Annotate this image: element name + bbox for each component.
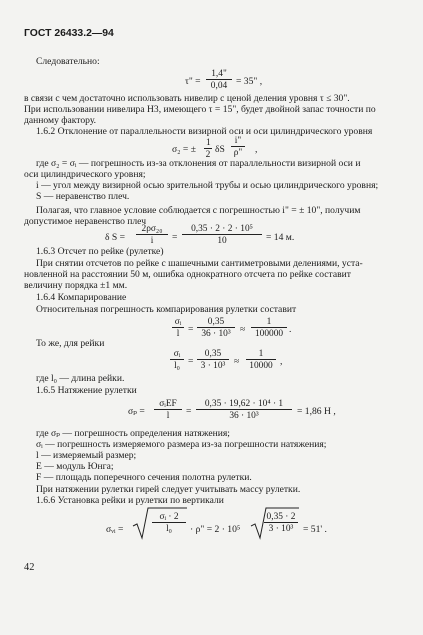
paragraph-line: Относительная погрешность компарирования рулетки составит: [36, 304, 297, 315]
formula-result: = 51' .: [303, 524, 327, 535]
paragraph-line: допустимое неравенство плеч: [24, 216, 147, 227]
paragraph-line: При снятии отсчетов по рейке с шашечными сантиметровыми делениями, уста-: [36, 258, 363, 269]
formula-approx: ≈: [234, 356, 240, 367]
paragraph-therefore: Следовательно:: [36, 56, 100, 67]
formula-tau-lhs: τ" =: [185, 76, 201, 87]
fraction-denominator: 10: [217, 236, 227, 246]
formula-fraction-ratio: [251, 317, 287, 339]
paragraph-line: где σₚ — погрешность определения натяжения;: [36, 428, 230, 439]
paragraph-line: То же, для рейки: [36, 338, 105, 349]
fraction-numerator: 1: [206, 138, 211, 148]
formula-tau-fraction: [206, 69, 232, 91]
formula-i-rho-fraction: [231, 136, 245, 158]
formula-sigma-vi-lhs: σᵥᵢ =: [106, 524, 124, 535]
paragraph-line: величину порядка ±1 мм.: [24, 280, 128, 291]
document-header: ГОСТ 26433.2—94: [24, 28, 114, 39]
formula-comma: ,: [255, 144, 258, 155]
fraction-denominator: i: [150, 236, 154, 246]
formula-fraction-value: [197, 349, 229, 371]
formula-period: .: [289, 324, 292, 335]
paragraph-line: S — неравенство плеч.: [36, 191, 130, 202]
paragraph-line: l — измеряемый размер;: [36, 450, 137, 461]
formula-fraction-value: [197, 317, 235, 339]
paragraph-line: F — площадь поперечного сечения полотна рулетки.: [36, 472, 252, 483]
paragraph-line: где l₀ — длина рейки.: [36, 373, 125, 384]
formula-equals: =: [172, 232, 178, 243]
fraction-denominator: 0,04: [210, 81, 228, 91]
paragraph-line: i — угол между визирной осью зрительной трубы и осью цилиндрического уровня;: [36, 180, 379, 191]
fraction-numerator: 0,35 · 2: [264, 512, 298, 523]
formula-fraction-sigma-l0: [170, 349, 184, 371]
paragraph-line: σᵢ — погрешность измеряемого размера из-за погрешности натяжения;: [36, 439, 327, 450]
formula-fraction-sigma-l: [172, 317, 184, 339]
fraction-numerator: σᵢ · 2: [152, 512, 186, 523]
fraction-denominator: l₀: [174, 361, 180, 371]
formula-fraction-1: [152, 512, 186, 534]
formula-tau-rhs: = 35" ,: [236, 76, 263, 87]
fraction-denominator: 10000: [249, 361, 273, 371]
formula-delta-s-lhs: δ S =: [105, 232, 126, 243]
fraction-denominator: 36 · 10³: [201, 329, 231, 339]
fraction-denominator: ρ": [233, 148, 243, 158]
fraction-numerator: σᵢEF: [154, 399, 182, 410]
fraction-numerator: 2ρσ₂₀: [136, 224, 168, 235]
fraction-denominator: 3 · 10³: [200, 361, 226, 371]
formula-fraction-1: [136, 224, 168, 246]
formula-result: = 14 м.: [266, 232, 295, 243]
fraction-numerator: 0,35: [197, 317, 235, 328]
fraction-numerator: σᵢ: [170, 349, 184, 360]
section-heading-1-6-2: 1.6.2 Отклонение от параллельности визирной оси и оси цилиндрического уровня: [36, 126, 373, 137]
fraction-numerator: 0,35 · 2 · 2 · 10⁵: [182, 224, 262, 235]
formula-fraction-1: [154, 399, 182, 421]
paragraph-line: E — модуль Юнга;: [36, 461, 114, 472]
fraction-denominator: 3 · 10³: [268, 524, 294, 534]
formula-equals: =: [188, 356, 194, 367]
fraction-numerator: 1: [246, 349, 276, 360]
formula-approx: ≈: [240, 324, 246, 335]
fraction-numerator: 0,35: [197, 349, 229, 360]
formula-half-fraction: [204, 138, 212, 160]
formula-comma: ,: [280, 356, 283, 367]
section-heading-1-6-6: 1.6.6 Установка рейки и рулетки по вертикали: [36, 495, 224, 506]
formula-sigma-p-lhs: σₚ =: [128, 406, 145, 417]
fraction-numerator: 0,35 · 19,62 · 10⁴ · 1: [196, 399, 292, 410]
formula-fraction-2: [264, 512, 298, 534]
paragraph-line: новленной на расстоянии 50 м, ошибка однократного отсчета по рейке составит: [24, 269, 351, 280]
fraction-numerator: 1,4": [206, 69, 232, 80]
page-number: 42: [24, 562, 35, 573]
paragraph-line: При использовании нивелира Н3, имеющего τ = 15", будет двойной запас точности по: [24, 104, 376, 115]
paragraph-line: При натяжении рулетки гирей следует учитывать массу рулетки.: [36, 484, 301, 495]
formula-result: = 1,86 Н ,: [297, 406, 336, 417]
section-heading-1-6-5: 1.6.5 Натяжение рулетки: [36, 385, 137, 396]
formula-fraction-2: [196, 399, 292, 421]
formula-equals: =: [188, 324, 194, 335]
fraction-denominator: 2: [205, 150, 211, 160]
paragraph-line: оси цилиндрического уровня;: [24, 169, 146, 180]
section-heading-1-6-3: 1.6.3 Отсчет по рейке (рулетке): [36, 246, 164, 257]
fraction-denominator: 100000: [254, 329, 284, 339]
formula-fraction-2: [182, 224, 262, 246]
fraction-numerator: i": [231, 136, 245, 147]
paragraph-line: в связи с чем достаточно использовать нивелир с ценой деления уровня τ ≤ 30".: [24, 93, 350, 104]
formula-rho-term: · ρ" = 2 · 10⁵: [190, 524, 241, 535]
formula-sigma2-lhs: σ₂ = ±: [172, 144, 196, 155]
fraction-numerator: σᵢ: [172, 317, 184, 328]
formula-fraction-ratio: [246, 349, 276, 371]
fraction-denominator: l: [176, 329, 180, 339]
fraction-denominator: l: [166, 411, 170, 421]
formula-delta-s: δS: [215, 144, 225, 155]
paragraph-line: где σ₂ = σᵢ — погрешность из-за отклонения от параллельности визирной оси и: [36, 158, 361, 169]
formula-equals: =: [186, 406, 192, 417]
section-heading-1-6-4: 1.6.4 Компарирование: [36, 292, 127, 303]
fraction-denominator: l₀: [166, 524, 172, 534]
fraction-numerator: 1: [251, 317, 287, 328]
paragraph-line: данному фактору.: [24, 115, 97, 126]
paragraph-line: Полагая, что главное условие соблюдается с погрешностью i" = ± 10", получим: [36, 205, 361, 216]
fraction-denominator: 36 · 10³: [229, 411, 259, 421]
